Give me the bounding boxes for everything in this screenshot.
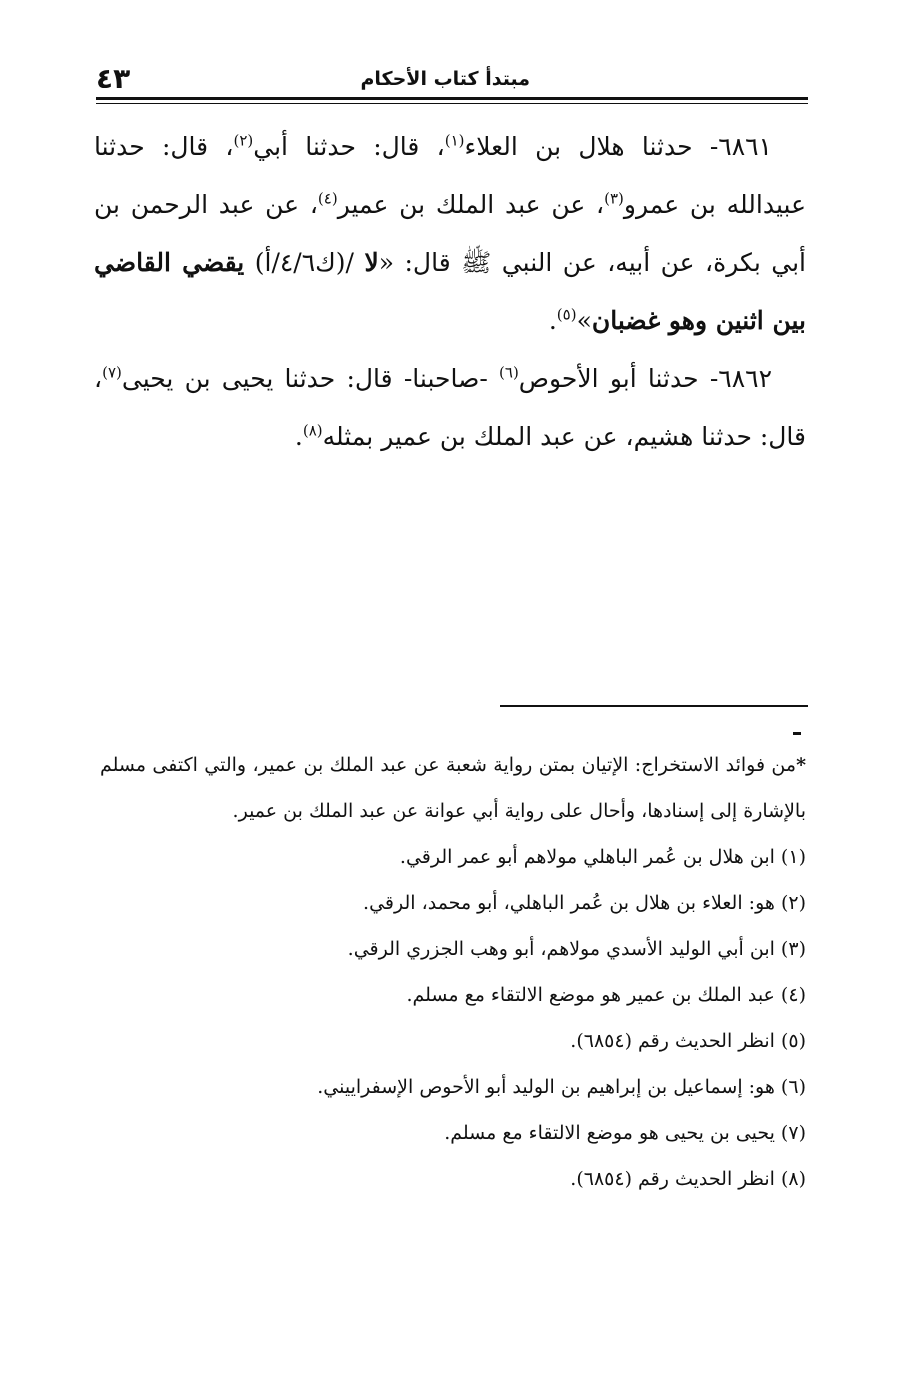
hadith-number: ٦٨٦٢ bbox=[718, 364, 773, 393]
footnote-ref-2: (٢) bbox=[233, 131, 254, 150]
hadith-text: ، عن عبد الرحمن بن أبي بكرة، عن أبيه، عن النبي ﷺ قال: bbox=[94, 190, 807, 277]
page-number: ٤٣ bbox=[96, 62, 131, 95]
footnote-separator bbox=[500, 705, 808, 707]
footnote-7: (٧) يحيى بن يحيى هو موضع الالتقاء مع مسلم. bbox=[444, 1122, 806, 1144]
footnote-ref-5: (٥) bbox=[556, 305, 577, 324]
hadith-number: ٦٨٦١ bbox=[718, 132, 772, 161]
footnote-ref-7: (٧) bbox=[102, 363, 122, 382]
matn-bold: لا bbox=[364, 248, 379, 277]
footnotes bbox=[100, 742, 806, 1202]
hadith-text: ، قال: حدثنا هشيم، عن عبد الملك بن عمير بمثله bbox=[94, 364, 806, 451]
footnote-3: (٣) ابن أبي الوليد الأسدي مولاهم، أبو وهب الجزري الرقي. bbox=[347, 938, 806, 960]
header-rule-thin bbox=[96, 103, 808, 104]
header-rule-thick bbox=[96, 97, 808, 100]
footnote-intro bbox=[100, 742, 806, 834]
hadith-text: - حدثنا هلال بن العلاء bbox=[464, 132, 719, 161]
hadith-text: ، عن عبد الملك بن عمير bbox=[337, 190, 605, 219]
footnote-8: (٨) انظر الحديث رقم (٦٨٥٤). bbox=[570, 1168, 806, 1190]
running-title: مبتدأ كتاب الأحكام bbox=[360, 68, 530, 90]
quote-open: « bbox=[378, 248, 394, 277]
footnote-2: (٢) هو: العلاء بن هلال بن عُمر الباهلي، أبو محمد، الرقي. bbox=[363, 892, 806, 914]
footnote-ref-3: (٣) bbox=[604, 189, 624, 208]
footnote-ref-6: (٦) bbox=[499, 363, 519, 382]
footnote-ref-4: (٤) bbox=[317, 189, 338, 208]
page-header bbox=[96, 62, 808, 96]
footnote-1: (١) ابن هلال بن عُمر الباهلي مولاهم أبو عمر الرقي. bbox=[399, 846, 806, 868]
footnote-separator-mark bbox=[793, 732, 801, 735]
hadith-text: ، قال: حدثنا أبي bbox=[253, 132, 445, 161]
footnote-6: (٦) هو: إسماعيل بن إبراهيم بن الوليد أبو الأحوص الإسفراييني. bbox=[317, 1076, 806, 1098]
footnote-4: (٤) عبد الملك بن عمير هو موضع الالتقاء مع مسلم. bbox=[406, 984, 806, 1006]
footnote-ref-1: (١) bbox=[444, 131, 465, 150]
hadith-end: . bbox=[294, 422, 303, 451]
manuscript-reference: /(ك٤/٦/أ) bbox=[244, 248, 365, 277]
quote-close: » bbox=[576, 306, 592, 335]
hadith-text: ، قال: حدثنا عبيدالله بن عمرو bbox=[94, 132, 806, 219]
hadith-6862 bbox=[94, 350, 806, 466]
matn-bold: يقضي القاضي بين اثنين وهو غضبان bbox=[94, 248, 806, 335]
hadith-text: - حدثنا أبو الأحوص bbox=[518, 364, 719, 393]
footnote-intro-text: من فوائد الاستخراج: الإتيان بمتن رواية شعبة عن عبد الملك بن عمير، والتي اكتفى مسلم بالإشارة إلى إسنادها، وأحال على رواية أبي عوانة عن عبد الملك بن عمير. bbox=[100, 754, 806, 822]
hadith-6861 bbox=[94, 118, 806, 350]
footnote-ref-8: (٨) bbox=[302, 421, 323, 440]
asterisk-mark: * bbox=[796, 754, 806, 776]
main-text bbox=[94, 118, 806, 466]
footnote-5: (٥) انظر الحديث رقم (٦٨٥٤). bbox=[570, 1030, 806, 1052]
hadith-end: . bbox=[548, 306, 557, 335]
hadith-text: -صاحبنا- قال: حدثنا يحيى بن يحيى bbox=[121, 364, 500, 393]
